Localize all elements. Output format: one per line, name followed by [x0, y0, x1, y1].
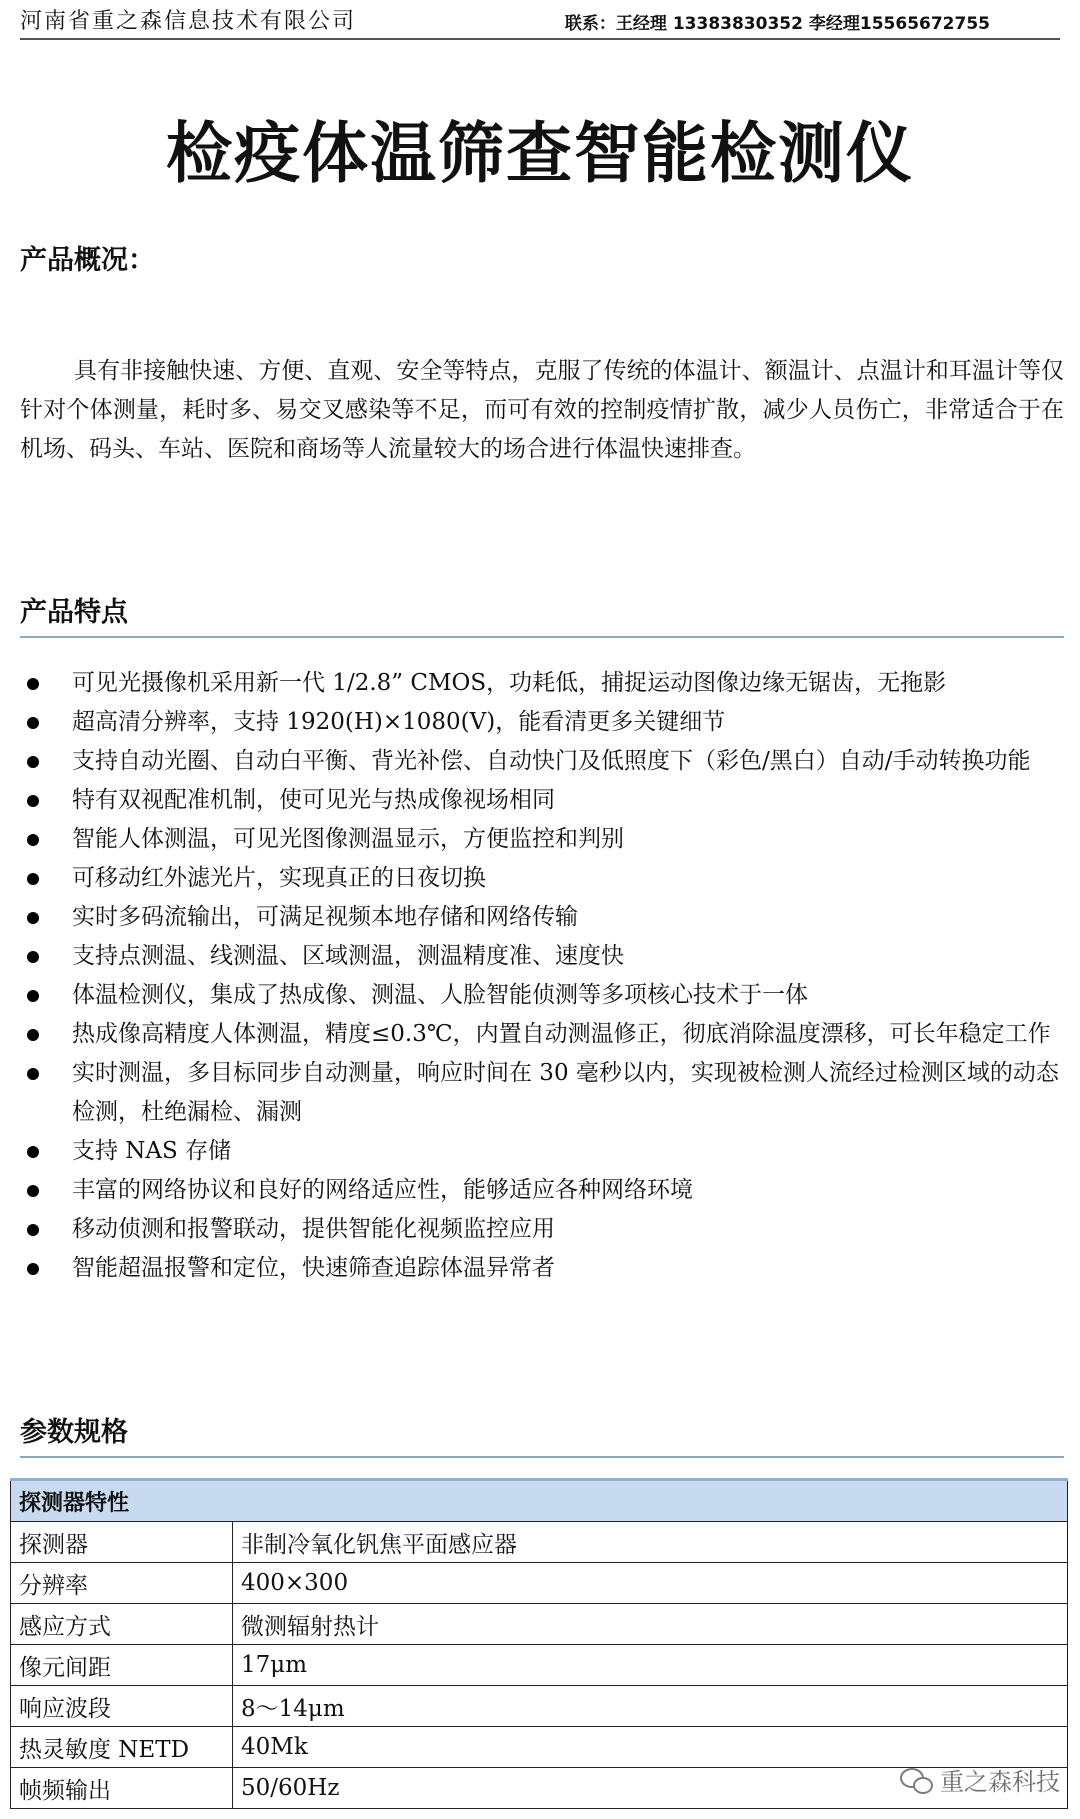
feature-text: 可见光摄像机采用新一代 1/2.8” CMOS，功耗低，捕捉运动图像边缘无锯齿，无拖影	[72, 670, 947, 696]
bullet-icon	[27, 990, 39, 1002]
feature-item	[20, 1054, 1064, 1132]
spec-value: 非制冷氧化钒焦平面感应器	[233, 1522, 1068, 1563]
company-name: 河南省重之森信息技术有限公司	[20, 9, 357, 34]
bullet-icon	[27, 834, 39, 846]
spec-value: 50/60Hz	[233, 1768, 1068, 1809]
document-title: 检疫体温筛查智能检测仪	[166, 115, 914, 192]
feature-item	[20, 820, 1064, 859]
bullet-icon	[27, 1185, 39, 1197]
feature-text: 智能人体测温，可见光图像测温显示，方便监控和判别	[72, 826, 624, 852]
spec-key: 响应波段	[11, 1686, 233, 1727]
spec-key: 像元间距	[11, 1645, 233, 1686]
bullet-icon	[27, 1224, 39, 1236]
bullet-icon	[27, 873, 39, 885]
feature-item	[20, 781, 1064, 820]
feature-item	[20, 664, 1064, 703]
feature-text: 丰富的网络协议和良好的网络适应性，能够适应各种网络环境	[72, 1177, 693, 1203]
feature-item	[20, 898, 1064, 937]
spec-row	[11, 1563, 1068, 1604]
feature-item	[20, 859, 1064, 898]
feature-item	[20, 976, 1064, 1015]
feature-item	[20, 1132, 1064, 1171]
spec-key: 探测器	[11, 1522, 233, 1563]
bullet-icon	[27, 717, 39, 729]
bullet-icon	[27, 678, 39, 690]
feature-text: 智能超温报警和定位，快速筛查追踪体温异常者	[72, 1255, 555, 1281]
feature-text: 支持点测温、线测温、区域测温，测温精度准、速度快	[72, 943, 624, 969]
feature-text: 可移动红外滤光片，实现真正的日夜切换	[72, 865, 486, 891]
feature-item	[20, 1015, 1064, 1054]
feature-item	[20, 1171, 1064, 1210]
spec-row	[11, 1645, 1068, 1686]
spec-row	[11, 1604, 1068, 1645]
feature-text: 实时测温，多目标同步自动测量，响应时间在 30 毫秒以内，实现被检测人流经过检测区域的动态检测，杜绝漏检、漏测	[72, 1060, 1059, 1125]
section-divider	[20, 636, 1064, 638]
feature-item	[20, 1249, 1064, 1288]
feature-text: 实时多码流输出，可满足视频本地存储和网络传输	[72, 904, 578, 930]
bullet-icon	[27, 1029, 39, 1041]
bullet-icon	[27, 1146, 39, 1158]
spec-row	[11, 1686, 1068, 1727]
bullet-icon	[27, 951, 39, 963]
bullet-icon	[27, 795, 39, 807]
feature-text: 支持自动光圈、自动白平衡、背光补偿、自动快门及低照度下（彩色/黑白）自动/手动转换功能	[72, 748, 1031, 774]
spec-group-label: 探测器特性	[11, 1480, 1068, 1522]
specs-heading: 参数规格	[20, 1417, 128, 1448]
spec-key: 分辨率	[11, 1563, 233, 1604]
feature-item	[20, 1210, 1064, 1249]
watermark-text: 重之森科技	[940, 1768, 1060, 1796]
spec-row	[11, 1522, 1068, 1563]
spec-key: 感应方式	[11, 1604, 233, 1645]
feature-text: 热成像高精度人体测温，精度≤0.3℃，内置自动测温修正，彻底消除温度漂移，可长年稳定工作	[72, 1021, 1051, 1047]
spec-value: 400×300	[233, 1563, 1068, 1604]
contact-info: 联系：王经理 13383830352 李经理15565672755	[564, 14, 990, 34]
feature-item	[20, 703, 1064, 742]
page-header	[20, 4, 1060, 40]
spec-value: 40Mk	[233, 1727, 1068, 1768]
spec-key: 帧频输出	[11, 1768, 233, 1809]
bullet-icon	[27, 912, 39, 924]
spec-value: 17μm	[233, 1645, 1068, 1686]
feature-text: 特有双视配准机制，使可见光与热成像视场相同	[72, 787, 555, 813]
section-divider	[20, 1456, 1064, 1458]
feature-text: 超高清分辨率，支持 1920(H)×1080(V)，能看清更多关键细节	[72, 709, 726, 735]
overview-heading: 产品概况：	[20, 245, 155, 276]
spec-value: 微测辐射热计	[233, 1604, 1068, 1645]
bullet-icon	[27, 1263, 39, 1275]
spec-table	[10, 1478, 1068, 1809]
spec-key: 热灵敏度 NETD	[11, 1727, 233, 1768]
watermark	[900, 1762, 1060, 1797]
feature-list	[20, 664, 1064, 1288]
feature-text: 支持 NAS 存储	[72, 1138, 232, 1164]
spec-value: 8～14μm	[233, 1686, 1068, 1727]
spec-group-row	[11, 1480, 1068, 1522]
feature-text: 移动侦测和报警联动，提供智能化视频监控应用	[72, 1216, 555, 1242]
bullet-icon	[27, 1068, 39, 1080]
feature-item	[20, 937, 1064, 976]
bullet-icon	[27, 756, 39, 768]
wechat-icon	[900, 1768, 932, 1792]
overview-paragraph: 具有非接触快速、方便、直观、安全等特点，克服了传统的体温计、额温计、点温计和耳温计等仅针对个体测量，耗时多、易交叉感染等不足，而可有效的控制疫情扩散，减少人员伤亡，非常适合于在机场、码头、车站、医院和商场等人流量较大的场合进行体温快速排查。	[20, 358, 1064, 462]
features-heading: 产品特点	[20, 597, 128, 628]
feature-item	[20, 742, 1064, 781]
feature-text: 体温检测仪，集成了热成像、测温、人脸智能侦测等多项核心技术于一体	[72, 982, 808, 1008]
